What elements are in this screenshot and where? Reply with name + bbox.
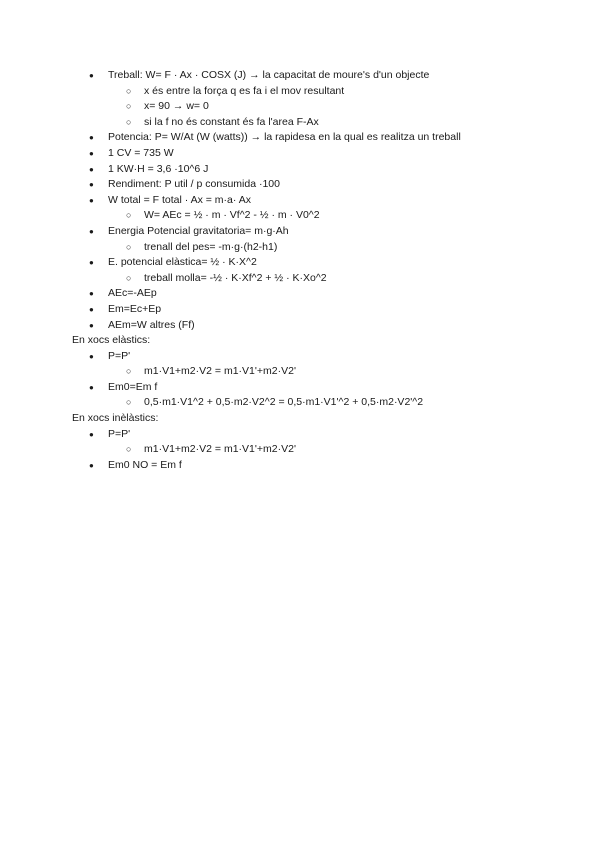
bullet-text: Treball: W= F · Ax · COSX (J) → la capacitat de moure's d'un objecte bbox=[108, 69, 430, 81]
sub-bullet-marker: ○ bbox=[126, 101, 132, 112]
bullet-marker: ● bbox=[89, 460, 94, 470]
sub-bullet-item bbox=[0, 240, 600, 256]
bullet-text: AEc=-AEp bbox=[108, 287, 157, 300]
bullet-text: Em0=Em f bbox=[108, 380, 158, 393]
bullet-item bbox=[0, 255, 600, 271]
section-heading-text: En xocs elàstics: bbox=[72, 334, 151, 347]
bullet-text: Potencia: P= W/At (W (watts)) → la rapidesa en la qual es realitza un treball bbox=[108, 131, 461, 144]
bullet-text: 1 CV = 735 W bbox=[108, 146, 174, 159]
bullet-marker: ● bbox=[89, 148, 94, 158]
bullet-text: 1 KW·H = 3,6 ·10^6 J bbox=[108, 162, 209, 175]
bullet-text: P=P' bbox=[108, 349, 131, 362]
bullet-item bbox=[0, 318, 600, 334]
bullet-marker: ● bbox=[89, 71, 94, 80]
bullet-item bbox=[0, 380, 600, 396]
bullet-text: Rendiment: P util / p consumida ·100 bbox=[108, 178, 280, 191]
bullet-text: P=P' bbox=[108, 427, 131, 440]
bullet-marker: ● bbox=[89, 226, 94, 236]
bullet-item bbox=[0, 193, 600, 209]
bullet-marker: ● bbox=[89, 304, 94, 314]
bullet-text: AEm=W altres (Ff) bbox=[108, 318, 195, 331]
bullet-item bbox=[0, 130, 600, 146]
sub-bullet-item bbox=[0, 442, 600, 458]
bullet-text: Em=Ec+Ep bbox=[108, 302, 162, 315]
bullet-item bbox=[0, 177, 600, 193]
bullet-text: W total = F total · Ax = m·a· Ax bbox=[108, 193, 251, 206]
section-heading bbox=[0, 333, 600, 349]
bullet-item bbox=[0, 302, 600, 318]
sub-bullet-item bbox=[0, 395, 600, 411]
bullet-item bbox=[0, 146, 600, 162]
bullet-item bbox=[0, 224, 600, 240]
sub-bullet-text: treball molla= -½ · K·Xf^2 + ½ · K·Xo^2 bbox=[144, 271, 327, 284]
sub-bullet-marker: ○ bbox=[126, 85, 132, 96]
bullet-marker: ● bbox=[89, 258, 94, 268]
bullet-item bbox=[0, 349, 600, 365]
bullet-item bbox=[0, 427, 600, 443]
bullet-marker: ● bbox=[89, 180, 94, 190]
bullet-marker: ● bbox=[89, 382, 94, 392]
bullet-item bbox=[0, 286, 600, 302]
bullet-text: Energia Potencial gravitatoria= m·g·Ah bbox=[108, 224, 289, 237]
sub-bullet-marker: ○ bbox=[126, 241, 132, 252]
sub-bullet-item bbox=[0, 208, 600, 224]
sub-bullet-marker: ○ bbox=[126, 116, 132, 127]
sub-bullet-item bbox=[0, 99, 600, 115]
sub-bullet-item bbox=[0, 115, 600, 131]
section-heading bbox=[0, 411, 600, 427]
sub-bullet-text: m1·V1+m2·V2 = m1·V1'+m2·V2' bbox=[144, 443, 296, 456]
sub-bullet-text: W= AEc = ½ · m · Vf^2 - ½ · m · V0^2 bbox=[144, 209, 320, 222]
sub-bullet-marker: ○ bbox=[126, 272, 132, 283]
sub-bullet-marker: ○ bbox=[126, 397, 132, 408]
bullet-marker: ● bbox=[89, 195, 94, 205]
section-heading-text: En xocs inèlàstics: bbox=[72, 412, 159, 425]
bullet-item bbox=[0, 458, 600, 474]
sub-bullet-item bbox=[0, 271, 600, 287]
sub-bullet-marker: ○ bbox=[126, 366, 132, 377]
bullet-marker: ● bbox=[89, 429, 94, 439]
bullet-marker: ● bbox=[89, 289, 94, 299]
sub-bullet-text: x= 90 → w= 0 bbox=[144, 100, 209, 113]
sub-bullet-marker: ○ bbox=[126, 210, 132, 221]
bullet-text: E. potencial elàstica= ½ · K·X^2 bbox=[108, 256, 257, 269]
sub-bullet-text: si la f no és constant és fa l'area F-Ax bbox=[144, 115, 319, 128]
sub-bullet-text: 0,5·m1·V1^2 + 0,5·m2·V2^2 = 0,5·m1·V1'^2 + 0,5·m2·V2'^2 bbox=[144, 396, 424, 409]
bullet-marker: ● bbox=[89, 351, 94, 361]
document-page bbox=[0, 68, 600, 473]
bullet-marker: ● bbox=[89, 133, 94, 143]
bullet-marker: ● bbox=[89, 320, 94, 330]
bullet-item bbox=[0, 162, 600, 178]
sub-bullet-item bbox=[0, 84, 600, 100]
sub-bullet-text: trenall del pes= -m·g·(h2-h1) bbox=[144, 240, 278, 253]
bullet-item bbox=[0, 68, 600, 84]
bullet-marker: ● bbox=[89, 164, 94, 174]
sub-bullet-text: m1·V1+m2·V2 = m1·V1'+m2·V2' bbox=[144, 365, 296, 378]
sub-bullet-marker: ○ bbox=[126, 444, 132, 455]
sub-bullet-item bbox=[0, 364, 600, 380]
sub-bullet-text: x és entre la força q es fa i el mov resultant bbox=[144, 84, 345, 97]
bullet-text: Em0 NO = Em f bbox=[108, 458, 182, 471]
